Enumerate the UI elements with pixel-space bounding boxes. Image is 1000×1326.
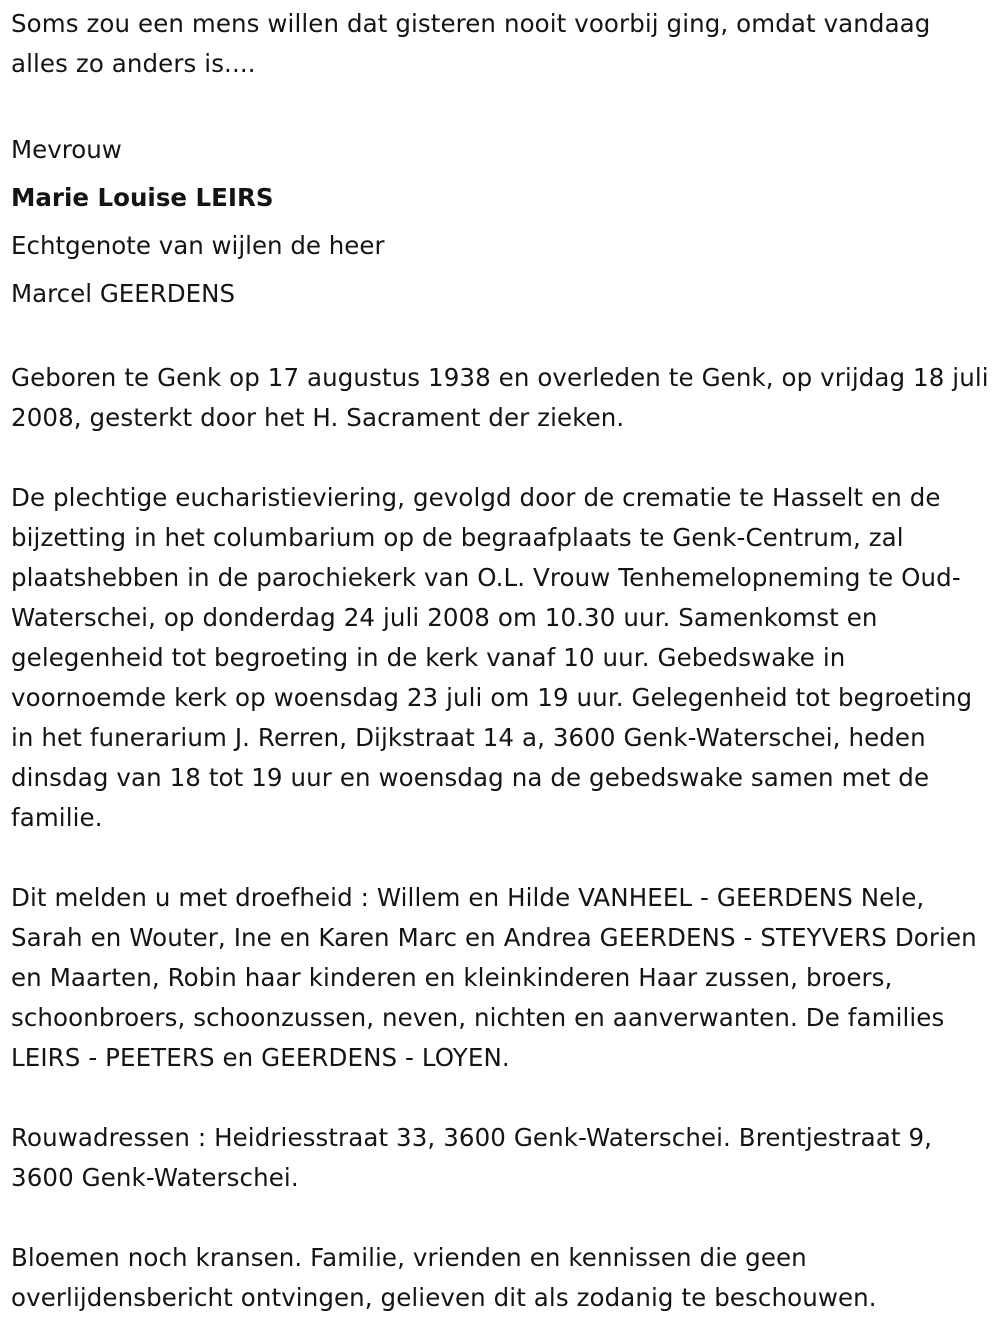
obituary-document [11,4,993,1318]
spacer [11,84,993,124]
spacer [11,838,993,878]
spouse-line: Echtgenote van wijlen de heer [11,231,385,260]
spouse-name: Marcel GEERDENS [11,279,236,308]
flowers-paragraph: Bloemen noch kransen. Familie, vrienden en kennissen die geen overlijdensbericht ontvingen, gelieven dit als zodanig te beschouwen. [11,1243,877,1312]
ceremony-paragraph: De plechtige eucharistieviering, gevolgd door de crematie te Hasselt en de bijzetting in het columbarium op de begraafplaats te Genk-Centrum, zal plaatshebben in de parochiekerk van O.L. Vrouw Tenhemelopneming te Oud-Waterschei, op donderdag 24 juli 2008 om 10.30 uur. Samenkomst en gelegenheid tot begroeting in de kerk vanaf 10 uur. Gebedswake in voornoemde kerk op woensdag 23 juli om 19 uur. Gelegenheid tot begroeting in het funerarium J. Rerren, Dijkstraat 14 a, 3600 Genk-Waterschei, heden dinsdag van 18 tot 19 uur en woensdag na de gebedswake samen met de familie. [11,483,973,832]
birth-death-paragraph: Geboren te Genk op 17 augustus 1938 en overleden te Genk, op vrijdag 18 juli 2008, gesterkt door het H. Sacrament der zieken. [11,363,989,432]
family-paragraph: Dit melden u met droefheid : Willem en Hilde VANHEEL - GEERDENS Nele, Sarah en Wouter, Ine en Karen Marc en Andrea GEERDENS - STEYVERS Dorien en Maarten, Robin haar kinderen en kleinkinderen Haar zussen, broers, schoonbroers, schoonzussen, neven, nichten en aanverwanten. De families LEIRS - PEETERS en GEERDENS - LOYEN. [11,883,977,1072]
honorific: Mevrouw [11,135,122,164]
opening-quote: Soms zou een mens willen dat gisteren nooit voorbij ging, omdat vandaag alles zo anders is.... [11,9,931,78]
deceased-name: Marie Louise LEIRS [11,183,274,212]
spacer [11,1078,993,1118]
spacer [11,1198,993,1238]
addresses-paragraph: Rouwadressen : Heidriesstraat 33, 3600 Genk-Waterschei. Brentjestraat 9, 3600 Genk-Waterschei. [11,1123,933,1192]
spacer [11,438,993,478]
spacer [11,318,993,358]
